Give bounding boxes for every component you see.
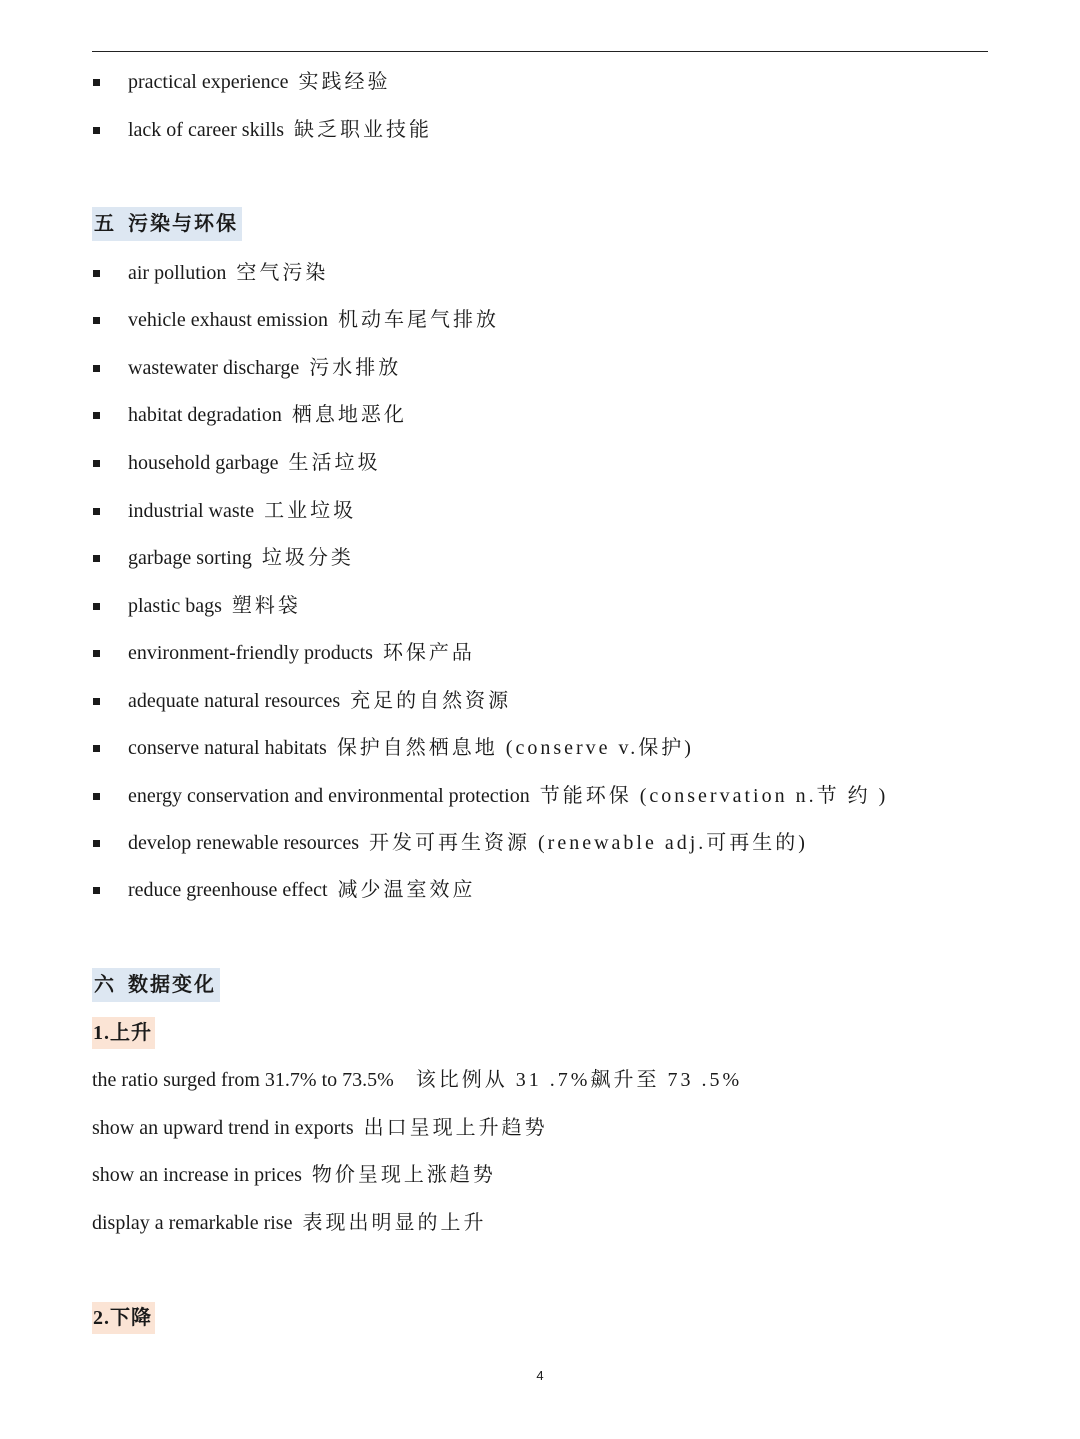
section-heading-data-change: 六 数据变化 <box>92 968 220 1002</box>
term-zh: 充足的自然资源 <box>350 690 512 712</box>
term-en: garbage sorting <box>128 547 252 569</box>
bullet-icon <box>93 840 100 847</box>
phrase-en: display a remarkable rise <box>92 1212 293 1234</box>
term-en: energy conservation and environmental protection <box>128 785 530 807</box>
term-zh: 减少温室效应 <box>337 879 476 901</box>
bullet-icon <box>93 79 100 86</box>
term-zh: 垃圾分类 <box>261 547 354 569</box>
bullet-icon <box>93 793 100 800</box>
bullet-icon <box>93 460 100 467</box>
term-zh: 机动车尾气排放 <box>337 309 499 331</box>
phrase-zh: 出口呈现上升趋势 <box>363 1117 548 1139</box>
phrase-zh: 表现出明显的上升 <box>302 1212 487 1234</box>
phrase-en: show an upward trend in exports <box>92 1117 354 1139</box>
subheading-rise: 1.上升 <box>92 1017 155 1049</box>
phrase-zh: 物价呈现上涨趋势 <box>311 1164 496 1186</box>
term-zh: 环保产品 <box>382 642 475 664</box>
bullet-icon <box>93 412 100 419</box>
bullet-icon <box>93 698 100 705</box>
phrase-zh: 该比例从 31 .7%飙升至 73 .5% <box>415 1069 743 1091</box>
term-en: wastewater discharge <box>128 357 300 379</box>
term-en: plastic bags <box>128 595 222 617</box>
bullet-icon <box>93 745 100 752</box>
term-en: develop renewable resources <box>128 832 359 854</box>
bullet-icon <box>93 317 100 324</box>
term-en: environment-friendly products <box>128 642 373 664</box>
term-zh: 空气污染 <box>236 262 329 284</box>
term-en: conserve natural habitats <box>128 737 327 759</box>
term-en: lack of career skills <box>128 119 285 141</box>
term-zh: 塑料袋 <box>231 595 301 617</box>
term-en: practical experience <box>128 71 289 93</box>
bullet-icon <box>93 365 100 372</box>
term-zh: 开发可再生资源 (renewable adj.可再生的) <box>369 832 808 854</box>
term-zh: 工业垃圾 <box>264 500 357 522</box>
bullet-icon <box>93 270 100 277</box>
term-zh: 栖息地恶化 <box>291 404 407 426</box>
bullet-icon <box>93 127 100 134</box>
phrase-en: show an increase in prices <box>92 1164 302 1186</box>
bullet-icon <box>93 508 100 515</box>
term-zh: 节能环保 (conservation n.节 约 ) <box>539 785 889 807</box>
term-en: adequate natural resources <box>128 690 341 712</box>
term-en: vehicle exhaust emission <box>128 309 328 331</box>
term-zh: 缺乏职业技能 <box>294 119 433 141</box>
term-en: industrial waste <box>128 500 255 522</box>
page-number: 4 <box>536 1368 544 1383</box>
term-en: air pollution <box>128 262 227 284</box>
bullet-icon <box>93 603 100 610</box>
term-en: household garbage <box>128 452 279 474</box>
header-rule <box>92 51 988 52</box>
bullet-icon <box>93 555 100 562</box>
term-zh: 保护自然栖息地 (conserve v.保护) <box>336 737 694 759</box>
bullet-icon <box>93 650 100 657</box>
term-en: habitat degradation <box>128 404 282 426</box>
term-zh: 生活垃圾 <box>288 452 381 474</box>
term-zh: 实践经验 <box>298 71 391 93</box>
subheading-fall: 2.下降 <box>92 1302 155 1334</box>
term-en: reduce greenhouse effect <box>128 879 328 901</box>
term-zh: 污水排放 <box>309 357 402 379</box>
phrase-en: the ratio surged from 31.7% to 73.5% <box>92 1069 394 1091</box>
bullet-icon <box>93 887 100 894</box>
section-heading-pollution: 五 污染与环保 <box>92 207 242 241</box>
